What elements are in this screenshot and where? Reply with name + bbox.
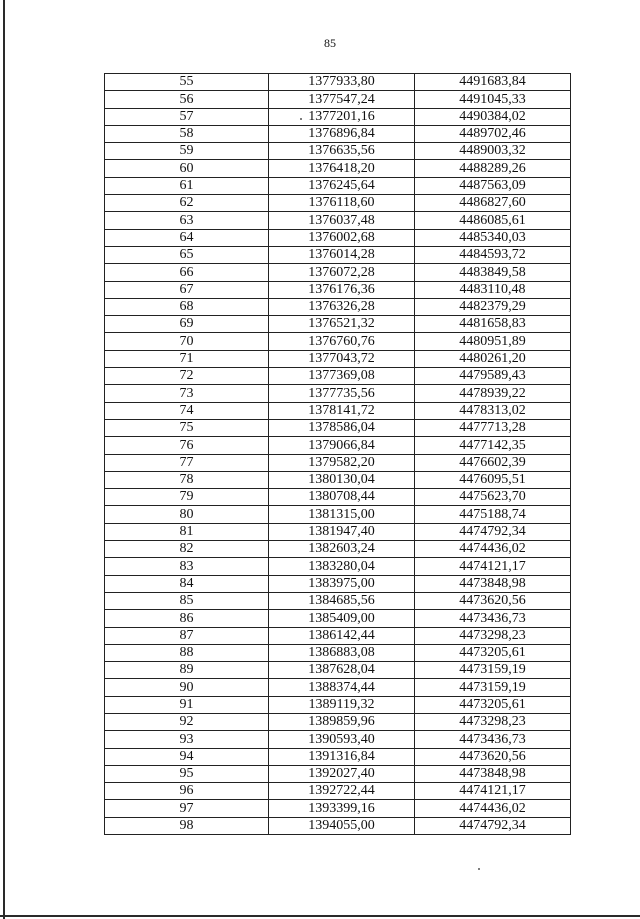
table-row xyxy=(105,125,571,142)
table-row xyxy=(105,558,571,575)
x-coordinate-cell: 1384685,56 xyxy=(269,592,415,609)
point-number-cell: 84 xyxy=(105,575,269,592)
table-row xyxy=(105,731,571,748)
table-row xyxy=(105,74,571,91)
table-row xyxy=(105,177,571,194)
x-coordinate-cell: 1377933,80 xyxy=(269,74,415,91)
x-coordinate-cell: 1389859,96 xyxy=(269,713,415,730)
x-coordinate-cell: 1376521,32 xyxy=(269,316,415,333)
table-row xyxy=(105,350,571,367)
point-number-cell: 72 xyxy=(105,368,269,385)
point-number-cell: 94 xyxy=(105,748,269,765)
table-row xyxy=(105,437,571,454)
y-coordinate-cell: 4474121,17 xyxy=(415,558,571,575)
point-number-cell: 97 xyxy=(105,800,269,817)
point-number-cell: 95 xyxy=(105,765,269,782)
point-number-cell: 75 xyxy=(105,419,269,436)
point-number-cell: 77 xyxy=(105,454,269,471)
x-coordinate-cell: 1376014,28 xyxy=(269,246,415,263)
x-coordinate-cell: 1380708,44 xyxy=(269,489,415,506)
point-number-cell: 81 xyxy=(105,523,269,540)
point-number-cell: 67 xyxy=(105,281,269,298)
x-coordinate-cell: 1378141,72 xyxy=(269,402,415,419)
x-coordinate-cell: 1376245,64 xyxy=(269,177,415,194)
y-coordinate-cell: 4489702,46 xyxy=(415,125,571,142)
table-row xyxy=(105,783,571,800)
table-row xyxy=(105,817,571,834)
point-number-cell: 55 xyxy=(105,74,269,91)
point-number-cell: 64 xyxy=(105,229,269,246)
table-row xyxy=(105,541,571,558)
y-coordinate-cell: 4473436,73 xyxy=(415,610,571,627)
y-coordinate-cell: 4485340,03 xyxy=(415,229,571,246)
x-coordinate-cell: 1379066,84 xyxy=(269,437,415,454)
x-coordinate-cell: 1376002,68 xyxy=(269,229,415,246)
x-coordinate-cell: 1379582,20 xyxy=(269,454,415,471)
y-coordinate-cell: 4478939,22 xyxy=(415,385,571,402)
point-number-cell: 85 xyxy=(105,592,269,609)
x-coordinate-cell: 1386142,44 xyxy=(269,627,415,644)
point-number-cell: 70 xyxy=(105,333,269,350)
y-coordinate-cell: 4474436,02 xyxy=(415,800,571,817)
table-row xyxy=(105,264,571,281)
x-coordinate-cell: 1377547,24 xyxy=(269,91,415,108)
x-coordinate-cell: 1386883,08 xyxy=(269,644,415,661)
y-coordinate-cell: 4473205,61 xyxy=(415,644,571,661)
x-coordinate-cell: 1378586,04 xyxy=(269,419,415,436)
x-coordinate-cell: 1392722,44 xyxy=(269,783,415,800)
x-coordinate-cell: 1381315,00 xyxy=(269,506,415,523)
point-number-cell: 56 xyxy=(105,91,269,108)
table-row xyxy=(105,195,571,212)
x-coordinate-cell: 1389119,32 xyxy=(269,696,415,713)
point-number-cell: 71 xyxy=(105,350,269,367)
x-coordinate-cell: 1391316,84 xyxy=(269,748,415,765)
point-number-cell: 65 xyxy=(105,246,269,263)
x-coordinate-cell: 1376118,60 xyxy=(269,195,415,212)
y-coordinate-cell: 4473436,73 xyxy=(415,731,571,748)
x-coordinate-cell: 1383280,04 xyxy=(269,558,415,575)
y-coordinate-cell: 4475188,74 xyxy=(415,506,571,523)
y-coordinate-cell: 4473620,56 xyxy=(415,592,571,609)
page-edge-bottom xyxy=(0,915,640,917)
point-number-cell: 80 xyxy=(105,506,269,523)
y-coordinate-cell: 4474121,17 xyxy=(415,783,571,800)
y-coordinate-cell: 4483849,58 xyxy=(415,264,571,281)
table-row xyxy=(105,212,571,229)
table-row xyxy=(105,523,571,540)
y-coordinate-cell: 4476602,39 xyxy=(415,454,571,471)
point-number-cell: 88 xyxy=(105,644,269,661)
point-number-cell: 61 xyxy=(105,177,269,194)
x-coordinate-cell: 1377735,56 xyxy=(269,385,415,402)
y-coordinate-cell: 4473848,98 xyxy=(415,765,571,782)
y-coordinate-cell: 4473298,23 xyxy=(415,713,571,730)
point-number-cell: 89 xyxy=(105,662,269,679)
y-coordinate-cell: 4482379,29 xyxy=(415,298,571,315)
coordinates-table-body xyxy=(105,74,571,835)
y-coordinate-cell: 4484593,72 xyxy=(415,246,571,263)
x-coordinate-cell: 1385409,00 xyxy=(269,610,415,627)
point-number-cell: 82 xyxy=(105,541,269,558)
x-coordinate-cell: 1376760,76 xyxy=(269,333,415,350)
y-coordinate-cell: 4474436,02 xyxy=(415,541,571,558)
table-row xyxy=(105,281,571,298)
table-row xyxy=(105,385,571,402)
table-row xyxy=(105,108,571,125)
x-coordinate-cell: 1387628,04 xyxy=(269,662,415,679)
y-coordinate-cell: 4473159,19 xyxy=(415,662,571,679)
point-number-cell: 93 xyxy=(105,731,269,748)
x-coordinate-cell: 1394055,00 xyxy=(269,817,415,834)
x-coordinate-cell: 1377369,08 xyxy=(269,368,415,385)
point-number-cell: 68 xyxy=(105,298,269,315)
page-edge-left xyxy=(3,0,5,919)
point-number-cell: 96 xyxy=(105,783,269,800)
x-coordinate-cell: 1393399,16 xyxy=(269,800,415,817)
y-coordinate-cell: 4486085,61 xyxy=(415,212,571,229)
x-coordinate-cell: 1376326,28 xyxy=(269,298,415,315)
point-number-cell: 98 xyxy=(105,817,269,834)
y-coordinate-cell: 4490384,02 xyxy=(415,108,571,125)
x-coordinate-cell: 1376072,28 xyxy=(269,264,415,281)
y-coordinate-cell: 4480261,20 xyxy=(415,350,571,367)
x-coordinate-cell: 1376418,20 xyxy=(269,160,415,177)
x-coordinate-cell: 1382603,24 xyxy=(269,541,415,558)
point-number-cell: 63 xyxy=(105,212,269,229)
x-coordinate-cell: 1390593,40 xyxy=(269,731,415,748)
x-coordinate-cell: 1381947,40 xyxy=(269,523,415,540)
table-row xyxy=(105,800,571,817)
point-number-cell: 66 xyxy=(105,264,269,281)
table-row xyxy=(105,696,571,713)
y-coordinate-cell: 4475623,70 xyxy=(415,489,571,506)
table-row xyxy=(105,160,571,177)
point-number-cell: 74 xyxy=(105,402,269,419)
point-number-cell: 91 xyxy=(105,696,269,713)
x-coordinate-cell: 1392027,40 xyxy=(269,765,415,782)
y-coordinate-cell: 4479589,43 xyxy=(415,368,571,385)
point-number-cell: 62 xyxy=(105,195,269,212)
table-row xyxy=(105,333,571,350)
point-number-cell: 90 xyxy=(105,679,269,696)
y-coordinate-cell: 4488289,26 xyxy=(415,160,571,177)
y-coordinate-cell: 4491045,33 xyxy=(415,91,571,108)
table-row xyxy=(105,610,571,627)
table-row xyxy=(105,644,571,661)
x-coordinate-cell: 1376896,84 xyxy=(269,125,415,142)
point-number-cell: 86 xyxy=(105,610,269,627)
y-coordinate-cell: 4478313,02 xyxy=(415,402,571,419)
table-row xyxy=(105,229,571,246)
point-number-cell: 76 xyxy=(105,437,269,454)
x-coordinate-cell: 1383975,00 xyxy=(269,575,415,592)
table-row xyxy=(105,489,571,506)
x-coordinate-cell: 1376037,48 xyxy=(269,212,415,229)
point-number-cell: 79 xyxy=(105,489,269,506)
y-coordinate-cell: 4477713,28 xyxy=(415,419,571,436)
y-coordinate-cell: 4487563,09 xyxy=(415,177,571,194)
table-row xyxy=(105,575,571,592)
y-coordinate-cell: 4476095,51 xyxy=(415,471,571,488)
y-coordinate-cell: 4491683,84 xyxy=(415,74,571,91)
table-row xyxy=(105,471,571,488)
point-number-cell: 59 xyxy=(105,143,269,160)
table-row xyxy=(105,662,571,679)
x-coordinate-cell: 1376635,56 xyxy=(269,143,415,160)
y-coordinate-cell: 4473205,61 xyxy=(415,696,571,713)
coordinates-table xyxy=(104,73,571,835)
table-row xyxy=(105,368,571,385)
table-row xyxy=(105,91,571,108)
point-number-cell: 60 xyxy=(105,160,269,177)
table-row xyxy=(105,246,571,263)
table-row xyxy=(105,298,571,315)
point-number-cell: 73 xyxy=(105,385,269,402)
table-row xyxy=(105,748,571,765)
point-number-cell: 92 xyxy=(105,713,269,730)
y-coordinate-cell: 4481658,83 xyxy=(415,316,571,333)
x-coordinate-cell: 1376176,36 xyxy=(269,281,415,298)
y-coordinate-cell: 4474792,34 xyxy=(415,523,571,540)
x-coordinate-cell: 1377201,16 xyxy=(269,108,415,125)
table-row xyxy=(105,143,571,160)
y-coordinate-cell: 4489003,32 xyxy=(415,143,571,160)
y-coordinate-cell: 4474792,34 xyxy=(415,817,571,834)
y-coordinate-cell: 4486827,60 xyxy=(415,195,571,212)
point-number-cell: 78 xyxy=(105,471,269,488)
y-coordinate-cell: 4477142,35 xyxy=(415,437,571,454)
x-coordinate-cell: 1377043,72 xyxy=(269,350,415,367)
y-coordinate-cell: 4480951,89 xyxy=(415,333,571,350)
scan-speck xyxy=(300,118,302,120)
x-coordinate-cell: 1380130,04 xyxy=(269,471,415,488)
table-row xyxy=(105,419,571,436)
scan-speck xyxy=(478,868,480,870)
table-row xyxy=(105,765,571,782)
table-row xyxy=(105,679,571,696)
y-coordinate-cell: 4473848,98 xyxy=(415,575,571,592)
table-row xyxy=(105,402,571,419)
table-row xyxy=(105,627,571,644)
table-row xyxy=(105,506,571,523)
table-row xyxy=(105,713,571,730)
point-number-cell: 69 xyxy=(105,316,269,333)
y-coordinate-cell: 4473298,23 xyxy=(415,627,571,644)
table-row xyxy=(105,454,571,471)
y-coordinate-cell: 4483110,48 xyxy=(415,281,571,298)
table-row xyxy=(105,316,571,333)
point-number-cell: 87 xyxy=(105,627,269,644)
page-number: 85 xyxy=(324,36,336,50)
y-coordinate-cell: 4473159,19 xyxy=(415,679,571,696)
point-number-cell: 83 xyxy=(105,558,269,575)
y-coordinate-cell: 4473620,56 xyxy=(415,748,571,765)
point-number-cell: 58 xyxy=(105,125,269,142)
table-row xyxy=(105,592,571,609)
point-number-cell: 57 xyxy=(105,108,269,125)
x-coordinate-cell: 1388374,44 xyxy=(269,679,415,696)
